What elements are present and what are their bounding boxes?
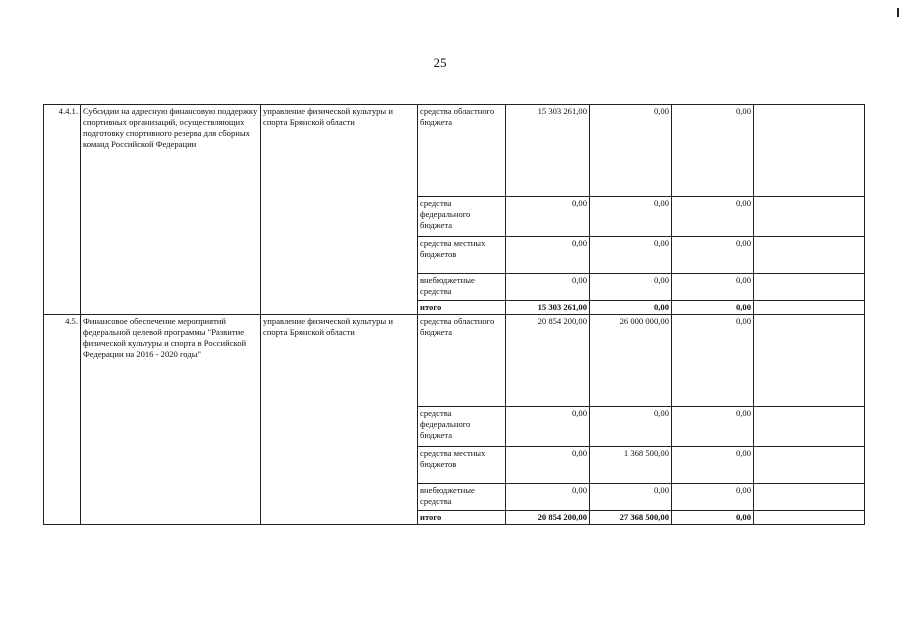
source-label: средства федерального бюджета: [418, 407, 506, 447]
source-label: средства областного бюджета: [418, 315, 506, 407]
source-label: средства местных бюджетов: [418, 237, 506, 274]
value-cell: 0,00: [506, 407, 590, 447]
value-cell: 0,00: [590, 237, 672, 274]
empty-cell: [754, 511, 865, 525]
value-cell: 0,00: [672, 484, 754, 511]
row-code: 4.4.1.: [44, 105, 81, 315]
budget-table: [43, 104, 865, 525]
value-cell: 1 368 500,00: [590, 447, 672, 484]
empty-cell: [754, 197, 865, 237]
source-label: внебюджетные средства: [418, 484, 506, 511]
row-code: 4.5.: [44, 315, 81, 525]
value-cell: 15 303 261,00: [506, 105, 590, 197]
total-label: итого: [418, 511, 506, 525]
empty-cell: [754, 484, 865, 511]
value-cell: 0,00: [506, 237, 590, 274]
table-row: [44, 105, 865, 197]
row-title: Финансовое обеспечение мероприятий федеральной целевой программы "Развитие физической культуры и спорта в Российской Федерации на 2016 - 2020 годы": [81, 315, 261, 525]
value-cell: 0,00: [672, 315, 754, 407]
source-label: средства местных бюджетов: [418, 447, 506, 484]
empty-cell: [754, 301, 865, 315]
row-title: Субсидии на адресную финансовую поддержку спортивных организаций, осуществляющих подготовку спортивного резерва для сборных команд Российской Федерации: [81, 105, 261, 315]
empty-cell: [754, 447, 865, 484]
value-cell: 20 854 200,00: [506, 315, 590, 407]
empty-cell: [754, 407, 865, 447]
value-cell: 0,00: [506, 484, 590, 511]
value-cell: 0,00: [590, 407, 672, 447]
total-value: 0,00: [590, 301, 672, 315]
total-value: 0,00: [672, 511, 754, 525]
empty-cell: [754, 274, 865, 301]
row-executor: управление физической культуры и спорта Брянской области: [261, 315, 418, 525]
value-cell: 0,00: [672, 447, 754, 484]
value-cell: 26 000 000,00: [590, 315, 672, 407]
empty-cell: [754, 315, 865, 407]
empty-cell: [754, 105, 865, 197]
total-label: итого: [418, 301, 506, 315]
scan-edge-mark: [897, 8, 899, 17]
value-cell: 0,00: [590, 197, 672, 237]
total-value: 27 368 500,00: [590, 511, 672, 525]
page-number: 25: [433, 55, 447, 70]
source-label: внебюджетные средства: [418, 274, 506, 301]
value-cell: 0,00: [590, 105, 672, 197]
value-cell: 0,00: [672, 105, 754, 197]
value-cell: 0,00: [672, 407, 754, 447]
value-cell: 0,00: [506, 197, 590, 237]
row-executor: управление физической культуры и спорта Брянской области: [261, 105, 418, 315]
value-cell: 0,00: [506, 447, 590, 484]
value-cell: 0,00: [672, 237, 754, 274]
total-value: 0,00: [672, 301, 754, 315]
value-cell: 0,00: [672, 197, 754, 237]
table-row: [44, 315, 865, 407]
total-value: 20 854 200,00: [506, 511, 590, 525]
empty-cell: [754, 237, 865, 274]
value-cell: 0,00: [672, 274, 754, 301]
source-label: средства федерального бюджета: [418, 197, 506, 237]
value-cell: 0,00: [506, 274, 590, 301]
value-cell: 0,00: [590, 274, 672, 301]
source-label: средства областного бюджета: [418, 105, 506, 197]
total-value: 15 303 261,00: [506, 301, 590, 315]
value-cell: 0,00: [590, 484, 672, 511]
